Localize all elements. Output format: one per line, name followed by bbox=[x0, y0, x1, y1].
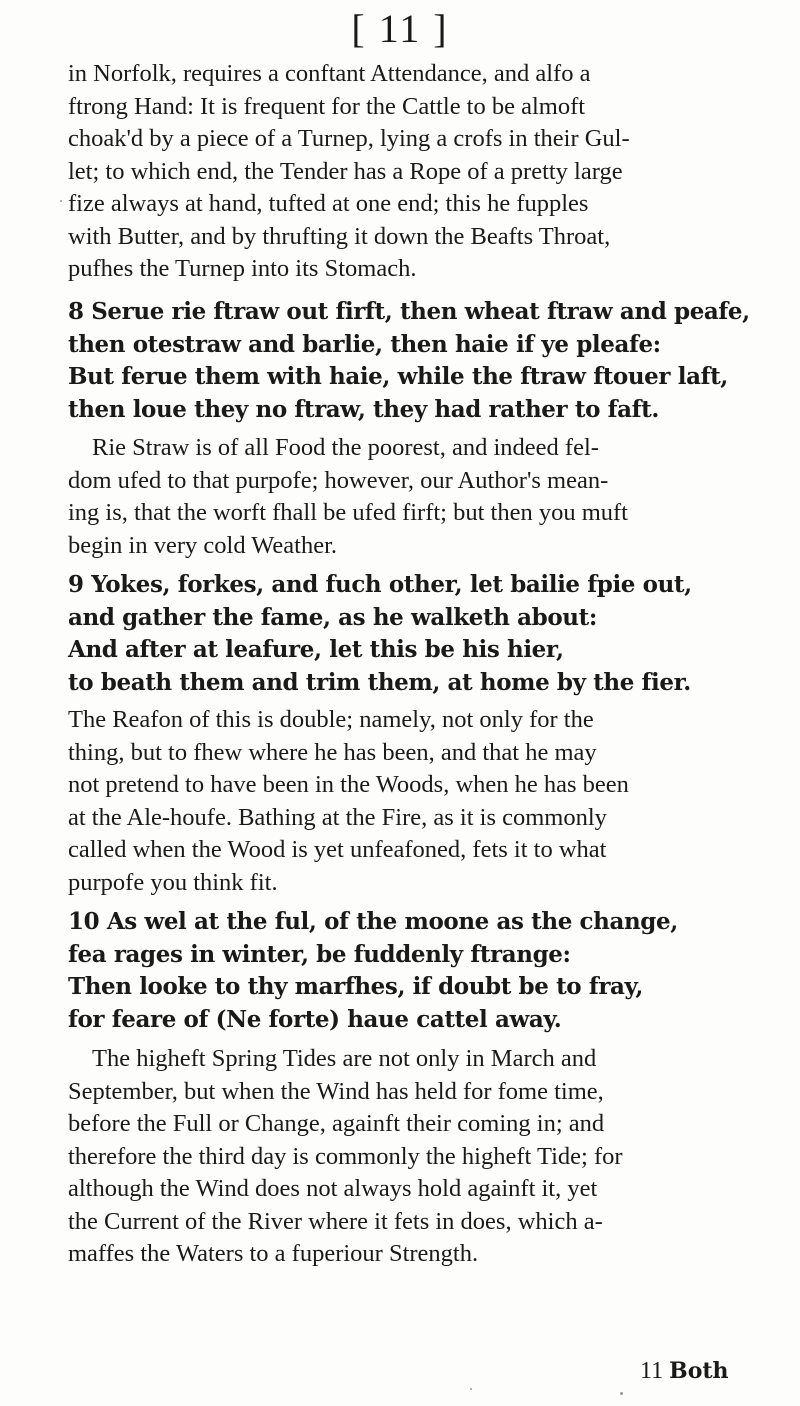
paragraph-line: thing, but to fhew where he has been, and that he may bbox=[68, 738, 597, 766]
paragraph-line: dom ufed to that purpofe; however, our Author's mean- bbox=[68, 466, 609, 494]
paragraph-line: choak'd by a piece of a Turnep, lying a crofs in their Gul- bbox=[68, 125, 630, 152]
catchword-number: 11 bbox=[640, 1358, 664, 1384]
paragraph-line: Rie Straw is of all Food the poorest, and indeed fel- bbox=[92, 434, 599, 461]
catchword bbox=[640, 1355, 729, 1387]
paragraph-line: in Norfolk, requires a conftant Attendance, and alfo a bbox=[68, 60, 591, 87]
verse-line: 8 Serue rie ftraw out firft, then wheat ftraw and peafe, bbox=[68, 298, 750, 325]
paper-speck bbox=[620, 1392, 623, 1395]
verse-line: But ferue them with haie, while the ftraw ftouer laft, bbox=[68, 363, 728, 390]
verse-8 bbox=[68, 296, 768, 426]
paragraph-line: The Reafon of this is double; namely, not only for the bbox=[68, 706, 594, 733]
paper-speck bbox=[470, 1388, 472, 1390]
paragraph-line: ftrong Hand: It is frequent for the Cattle to be almoft bbox=[68, 92, 586, 120]
paragraph-line: ing is, that the worft fhall be ufed firft; but then you muft bbox=[68, 499, 628, 526]
paragraph-line: although the Wind does not always hold againft it, yet bbox=[68, 1175, 598, 1202]
paragraph-line: at the Ale-houfe. Bathing at the Fire, as it is commonly bbox=[68, 803, 607, 831]
paragraph-line: let; to which end, the Tender has a Rope of a pretty large bbox=[68, 157, 623, 185]
paragraph-line: not pretend to have been in the Woods, when he has been bbox=[68, 771, 629, 798]
verse-line: Then looke to thy marfhes, if doubt be to fray, bbox=[68, 973, 643, 1000]
verse-line: and gather the fame, as he walketh about: bbox=[68, 603, 597, 631]
verse-line: fea rages in winter, be fuddenly ftrange: bbox=[68, 940, 571, 968]
paragraph-line: begin in very cold Weather. bbox=[68, 531, 338, 559]
verse-10 bbox=[68, 906, 768, 1036]
verse-line: for feare of (Ne forte) haue cattel away. bbox=[68, 1005, 562, 1033]
verse-line: 10 As wel at the ful, of the moone as the change, bbox=[68, 908, 678, 935]
paragraph-line: the Current of the River where it fets in does, which a- bbox=[68, 1207, 603, 1235]
paragraph-line: pufhes the Turnep into its Stomach. bbox=[68, 255, 417, 282]
paragraph-line: purpofe you think fit. bbox=[68, 868, 278, 896]
verse-line: to beath them and trim them, at home by the fier. bbox=[68, 668, 691, 696]
paragraph-line: with Butter, and by thrufting it down the Beafts Throat, bbox=[68, 222, 611, 250]
catchword-text: Both bbox=[669, 1358, 729, 1384]
paragraph-line: The higheft Spring Tides are not only in March and bbox=[92, 1045, 597, 1072]
verse-line: then otestraw and barlie, then haie if ye pleafe: bbox=[68, 330, 661, 358]
paragraph-line: before the Full or Change, againft their coming in; and bbox=[68, 1110, 605, 1137]
paragraph-3 bbox=[68, 704, 758, 899]
page-number: [ 11 ] bbox=[351, 6, 449, 51]
verse-9 bbox=[68, 569, 768, 699]
verse-line: And after at leafure, let this be his hier, bbox=[68, 636, 564, 663]
paragraph-line: called when the Wood is yet unfeafoned, fets it to what bbox=[68, 836, 607, 863]
paragraph-line: maffes the Waters to a fuperiour Strength. bbox=[68, 1240, 479, 1267]
verse-line: 9 Yokes, forkes, and fuch other, let bailie fpie out, bbox=[68, 571, 692, 598]
paragraph-line: fize always at hand, tufted at one end; this he fupples bbox=[68, 190, 589, 217]
paragraph-4 bbox=[68, 1043, 758, 1271]
paragraph-1 bbox=[68, 58, 758, 286]
verse-line: then loue they no ftraw, they had rather to faft. bbox=[68, 395, 659, 423]
paragraph-2 bbox=[68, 432, 758, 562]
paper-speck bbox=[60, 200, 62, 202]
paragraph-line: September, but when the Wind has held for fome time, bbox=[68, 1077, 604, 1105]
paragraph-line: therefore the third day is commonly the higheft Tide; for bbox=[68, 1142, 623, 1170]
